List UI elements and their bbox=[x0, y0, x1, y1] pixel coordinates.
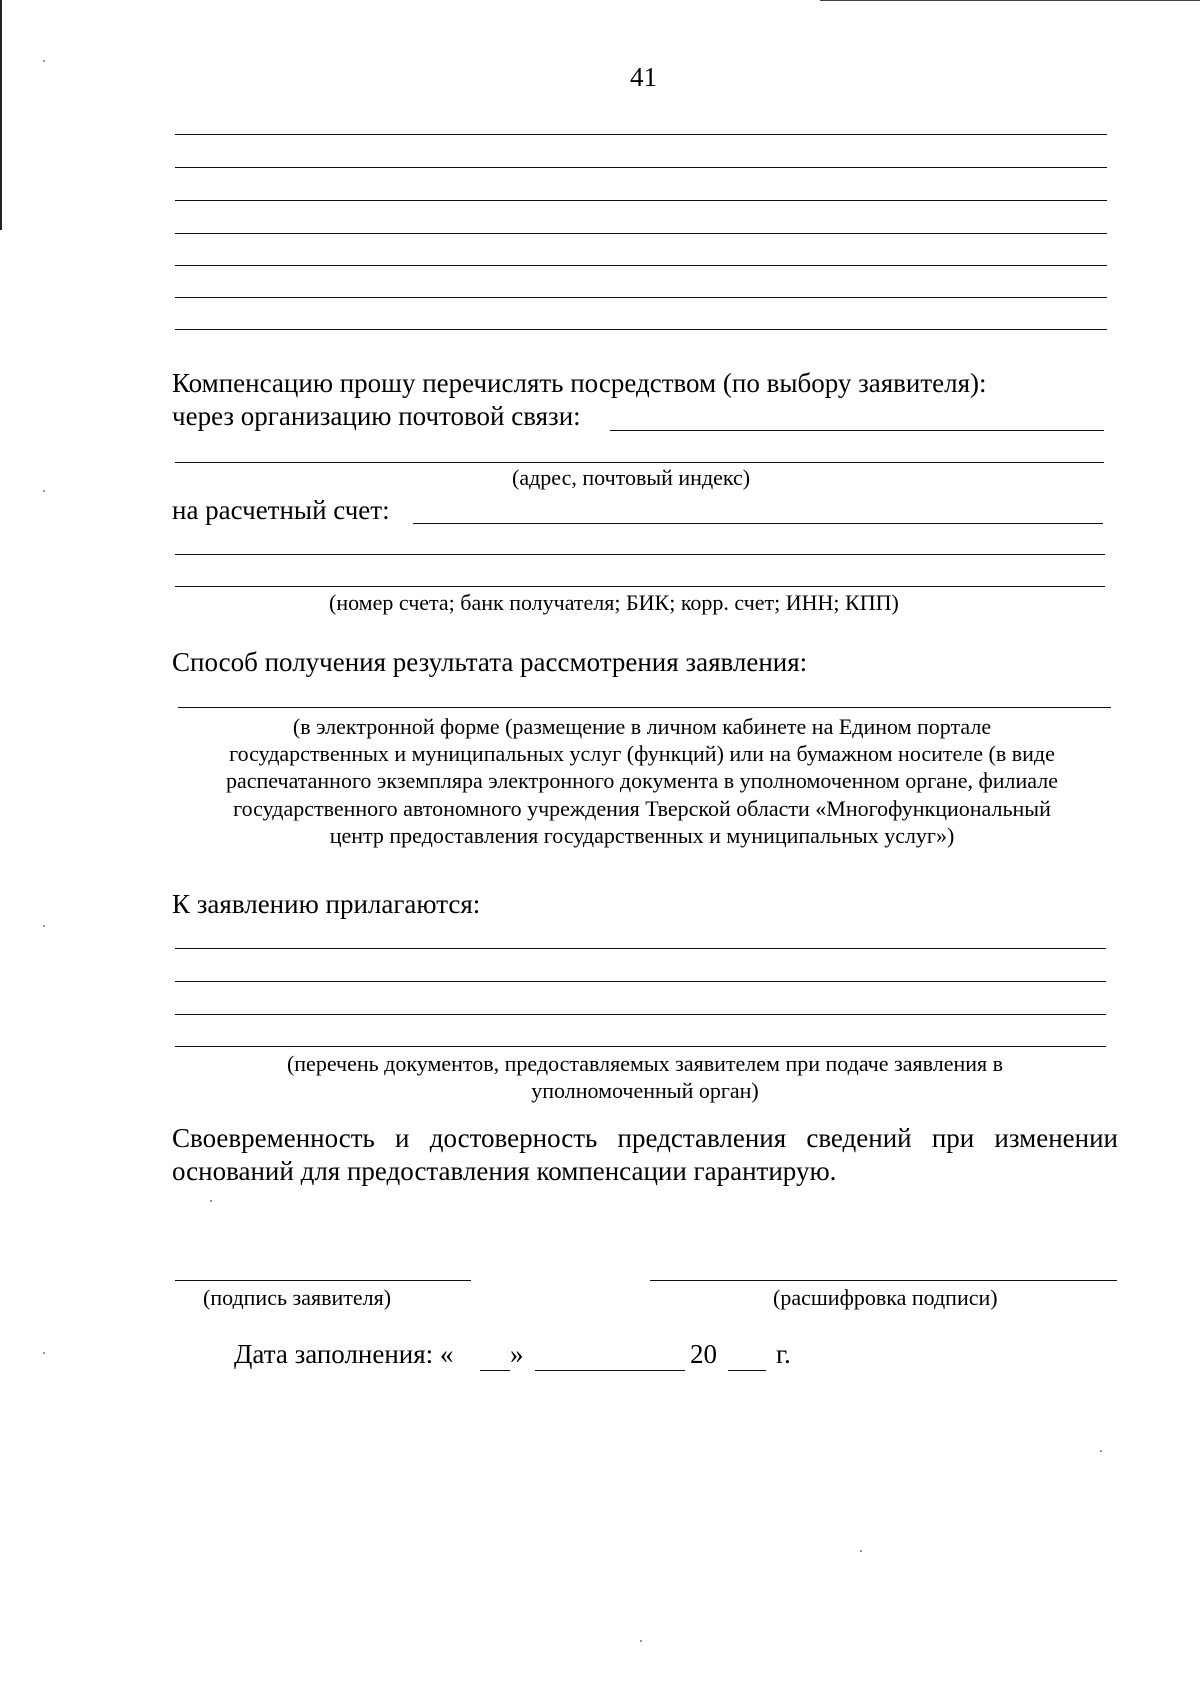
page-number: 41 bbox=[630, 62, 657, 92]
signature-caption: (подпись заявителя) bbox=[203, 1285, 392, 1310]
result-caption-line: государственных и муниципальных услуг (функций) или на бумажном носителе (в виде bbox=[229, 741, 1055, 766]
attachments-line[interactable] bbox=[175, 981, 1106, 982]
date-month-field[interactable] bbox=[535, 1370, 685, 1371]
scan-speck bbox=[43, 925, 45, 927]
attachments-caption-line: уполномоченный орган) bbox=[531, 1078, 759, 1103]
scan-edge bbox=[820, 0, 1200, 1]
attachments-heading: К заявлению прилагаются: bbox=[172, 889, 481, 919]
signature-decoding-field[interactable] bbox=[650, 1280, 1117, 1281]
scan-edge bbox=[0, 0, 2, 230]
account-field-3[interactable] bbox=[175, 586, 1105, 587]
postal-label: через организацию почтовой связи: bbox=[172, 401, 581, 431]
guarantee-line: Своевременность и достоверность представления сведений при изменении bbox=[172, 1123, 1118, 1153]
result-method-field[interactable] bbox=[178, 707, 1111, 708]
scan-speck bbox=[43, 1352, 45, 1354]
postal-address-field[interactable] bbox=[610, 430, 1104, 431]
blank-line[interactable] bbox=[175, 134, 1107, 135]
attachments-line[interactable] bbox=[175, 1014, 1106, 1015]
date-suffix: г. bbox=[776, 1339, 791, 1369]
scan-speck bbox=[43, 490, 45, 492]
account-field-2[interactable] bbox=[175, 554, 1105, 555]
signature-field[interactable] bbox=[175, 1280, 471, 1281]
blank-line[interactable] bbox=[175, 233, 1107, 234]
attachments-line[interactable] bbox=[175, 948, 1106, 949]
account-caption: (номер счета; банк получателя; БИК; корр. счет; ИНН; КПП) bbox=[329, 590, 899, 615]
scan-speck bbox=[43, 60, 45, 62]
blank-line[interactable] bbox=[175, 200, 1107, 201]
account-field[interactable] bbox=[413, 523, 1103, 524]
payment-heading: Компенсацию прошу перечислять посредством (по выбору заявителя): bbox=[172, 368, 987, 398]
result-caption-line: (в электронной форме (размещение в личном кабинете на Едином портале bbox=[292, 714, 992, 739]
scan-speck bbox=[860, 1550, 862, 1552]
guarantee-line: оснований для предоставления компенсации гарантирую. bbox=[172, 1156, 837, 1186]
blank-line[interactable] bbox=[175, 265, 1107, 266]
postal-address-field-2[interactable] bbox=[175, 462, 1104, 463]
blank-line[interactable] bbox=[175, 167, 1107, 168]
date-day-field[interactable] bbox=[480, 1370, 510, 1371]
blank-line[interactable] bbox=[175, 297, 1107, 298]
account-label: на расчетный счет: bbox=[172, 495, 390, 525]
attachments-line[interactable] bbox=[175, 1046, 1106, 1047]
attachments-caption-line: (перечень документов, предоставляемых заявителем при подаче заявления в bbox=[286, 1051, 1004, 1076]
result-heading: Способ получения результата рассмотрения заявления: bbox=[172, 647, 808, 677]
scan-speck bbox=[1100, 1450, 1102, 1452]
postal-caption: (адрес, почтовый индекс) bbox=[512, 465, 751, 490]
result-caption-line: центр предоставления государственных и муниципальных услуг») bbox=[329, 823, 955, 848]
date-year-field[interactable] bbox=[728, 1370, 766, 1371]
result-caption-line: распечатанного экземпляра электронного документа в уполномоченном органе, филиале bbox=[225, 768, 1059, 793]
signature-decoding-caption: (расшифровка подписи) bbox=[773, 1285, 998, 1310]
date-label: Дата заполнения: « bbox=[234, 1339, 454, 1369]
date-close-quote: » bbox=[510, 1339, 524, 1369]
result-caption-line: государственного автономного учреждения Тверской области «Многофункциональный bbox=[233, 796, 1051, 821]
scan-speck bbox=[210, 1200, 212, 1202]
scan-speck bbox=[640, 1640, 642, 1642]
date-century: 20 bbox=[690, 1339, 717, 1369]
blank-line[interactable] bbox=[175, 329, 1107, 330]
